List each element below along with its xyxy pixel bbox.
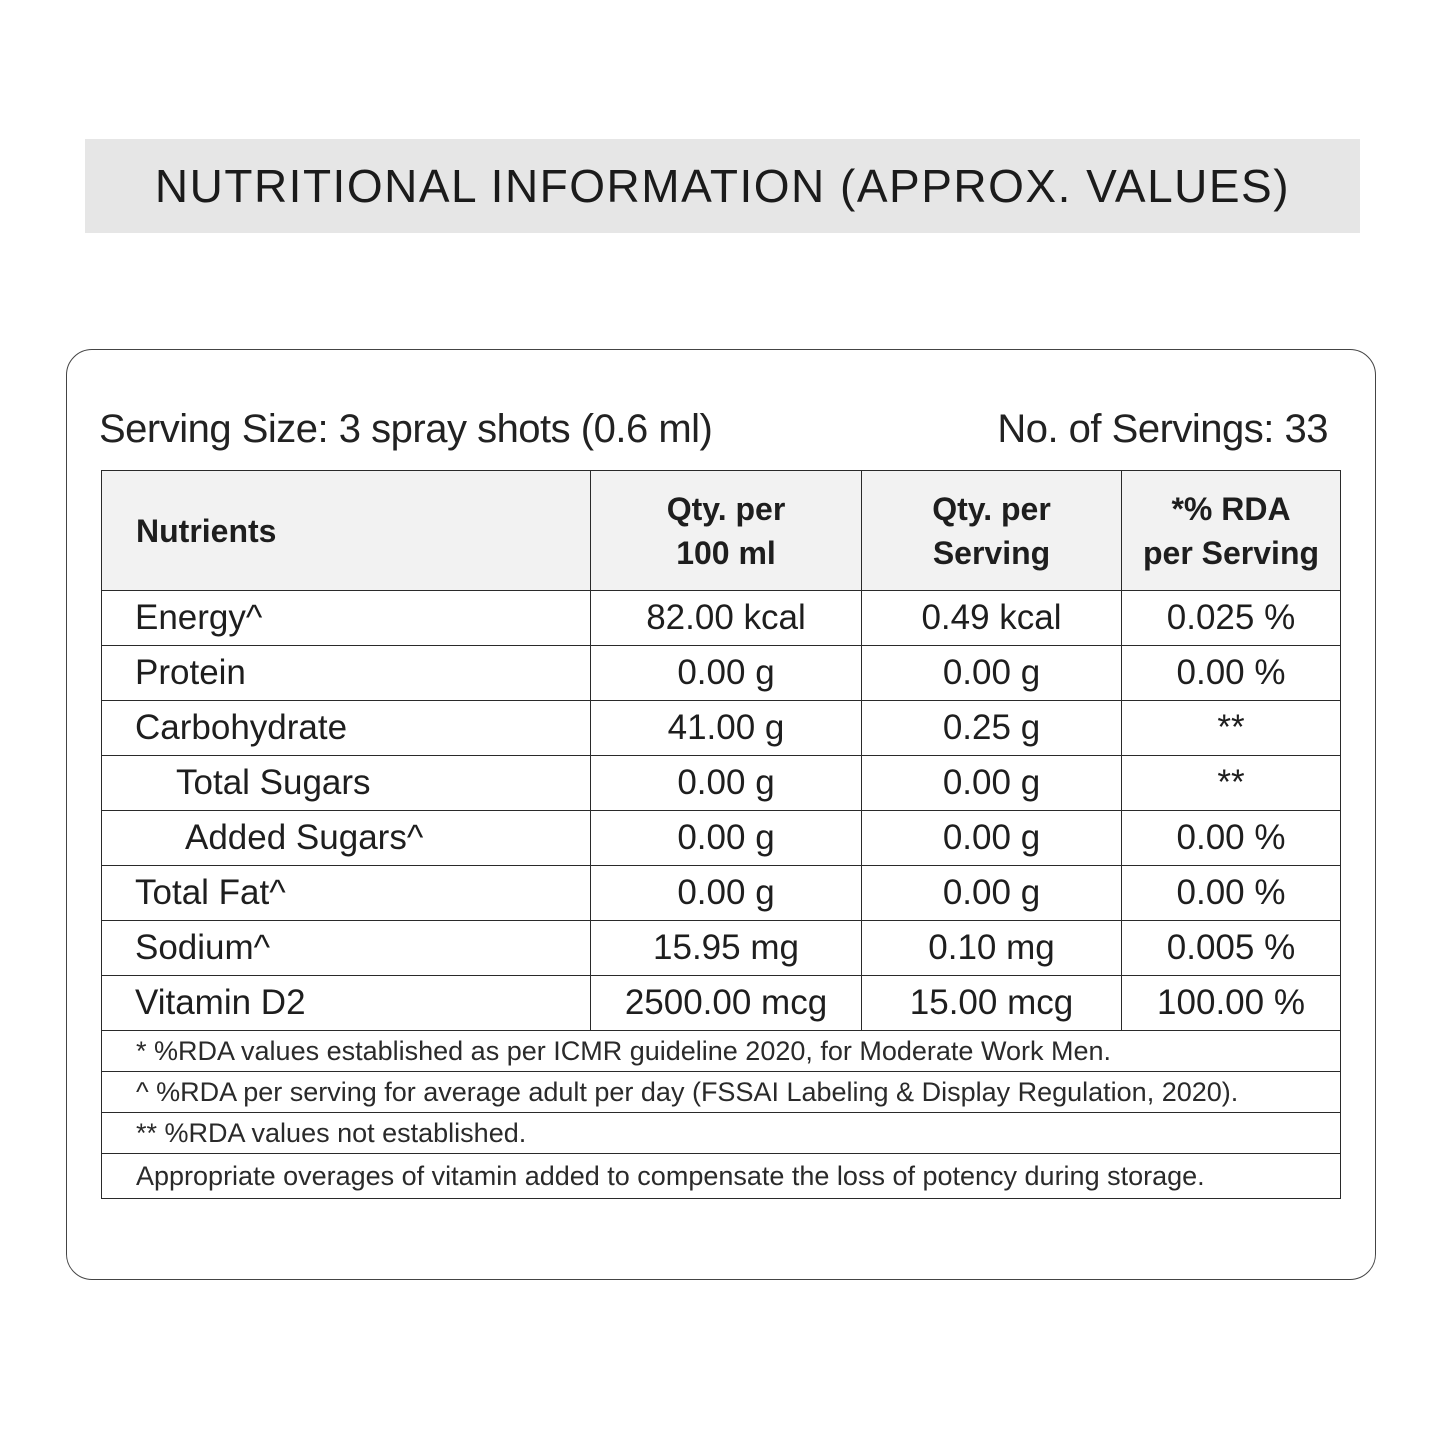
- header-perserving-line2: Serving: [932, 534, 1051, 571]
- nutrient-name: Vitamin D2: [102, 976, 591, 1031]
- qty-per-serving: 0.10 mg: [862, 921, 1122, 976]
- nutrient-name: Carbohydrate: [102, 701, 591, 756]
- table-row: [102, 811, 1341, 866]
- rda-per-serving: 0.025 %: [1122, 591, 1341, 646]
- rda-per-serving: **: [1122, 701, 1341, 756]
- header-nutrients: [102, 471, 591, 591]
- rda-per-serving: 0.005 %: [1122, 921, 1341, 976]
- header-qty-per-serving: [862, 471, 1122, 591]
- qty-per-100ml: 0.00 g: [591, 646, 862, 701]
- qty-per-100ml: 0.00 g: [591, 756, 862, 811]
- table-row: [102, 976, 1341, 1031]
- qty-per-serving: 0.49 kcal: [862, 591, 1122, 646]
- header-qty-per-100ml: [591, 471, 862, 591]
- page-title: NUTRITIONAL INFORMATION (APPROX. VALUES): [154, 160, 1291, 212]
- qty-per-serving: 0.00 g: [862, 756, 1122, 811]
- rda-per-serving: 100.00 %: [1122, 976, 1341, 1031]
- qty-per-serving: 0.00 g: [862, 811, 1122, 866]
- qty-per-serving: 15.00 mcg: [862, 976, 1122, 1031]
- table-row: [102, 701, 1341, 756]
- qty-per-serving: 0.25 g: [862, 701, 1122, 756]
- footnote-rda-fssai: ^ %RDA per serving for average adult per day (FSSAI Labeling & Display Regulation, 2020).: [102, 1072, 1341, 1113]
- footnote-rda-icmr: * %RDA values established as per ICMR guideline 2020, for Moderate Work Men.: [102, 1031, 1341, 1072]
- servings-count-label: No. of Servings: 33: [997, 407, 1328, 451]
- table-row: [102, 756, 1341, 811]
- qty-per-100ml: 41.00 g: [591, 701, 862, 756]
- footnote-row: [102, 1154, 1341, 1199]
- header-per100-line2: 100 ml: [676, 534, 776, 571]
- table-row: [102, 646, 1341, 701]
- footnote-row: [102, 1113, 1341, 1154]
- nutrient-name: Total Sugars: [102, 756, 591, 811]
- table-row: [102, 921, 1341, 976]
- footnote-row: [102, 1072, 1341, 1113]
- nutrition-table: [101, 470, 1341, 1199]
- rda-per-serving: 0.00 %: [1122, 866, 1341, 921]
- rda-per-serving: 0.00 %: [1122, 646, 1341, 701]
- table-header-row: [102, 471, 1341, 591]
- footnote-row: [102, 1031, 1341, 1072]
- footnote-rda-not-established: ** %RDA values not established.: [102, 1113, 1341, 1154]
- serving-size-label: Serving Size: 3 spray shots (0.6 ml): [99, 407, 713, 451]
- rda-per-serving: **: [1122, 756, 1341, 811]
- header-rda-line2: per Serving: [1142, 534, 1320, 571]
- nutrient-name: Protein: [102, 646, 591, 701]
- nutrient-name: Energy^: [102, 591, 591, 646]
- table-row: [102, 866, 1341, 921]
- header-per100-line1: Qty. per: [666, 490, 786, 527]
- qty-per-100ml: 15.95 mg: [591, 921, 862, 976]
- footnote-overages: Appropriate overages of vitamin added to compensate the loss of potency during storage.: [102, 1154, 1341, 1199]
- nutrient-name: Added Sugars^: [102, 811, 591, 866]
- rda-per-serving: 0.00 %: [1122, 811, 1341, 866]
- header-rda-line1: *% RDA: [1171, 490, 1291, 527]
- qty-per-100ml: 82.00 kcal: [591, 591, 862, 646]
- qty-per-serving: 0.00 g: [862, 866, 1122, 921]
- table-row: [102, 591, 1341, 646]
- qty-per-100ml: 0.00 g: [591, 811, 862, 866]
- qty-per-100ml: 0.00 g: [591, 866, 862, 921]
- nutrient-name: Sodium^: [102, 921, 591, 976]
- title-banner: [85, 139, 1360, 233]
- header-rda-per-serving: [1122, 471, 1341, 591]
- nutrient-name: Total Fat^: [102, 866, 591, 921]
- header-perserving-line1: Qty. per: [932, 490, 1051, 527]
- qty-per-100ml: 2500.00 mcg: [591, 976, 862, 1031]
- header-nutrients-label: Nutrients: [136, 512, 277, 549]
- qty-per-serving: 0.00 g: [862, 646, 1122, 701]
